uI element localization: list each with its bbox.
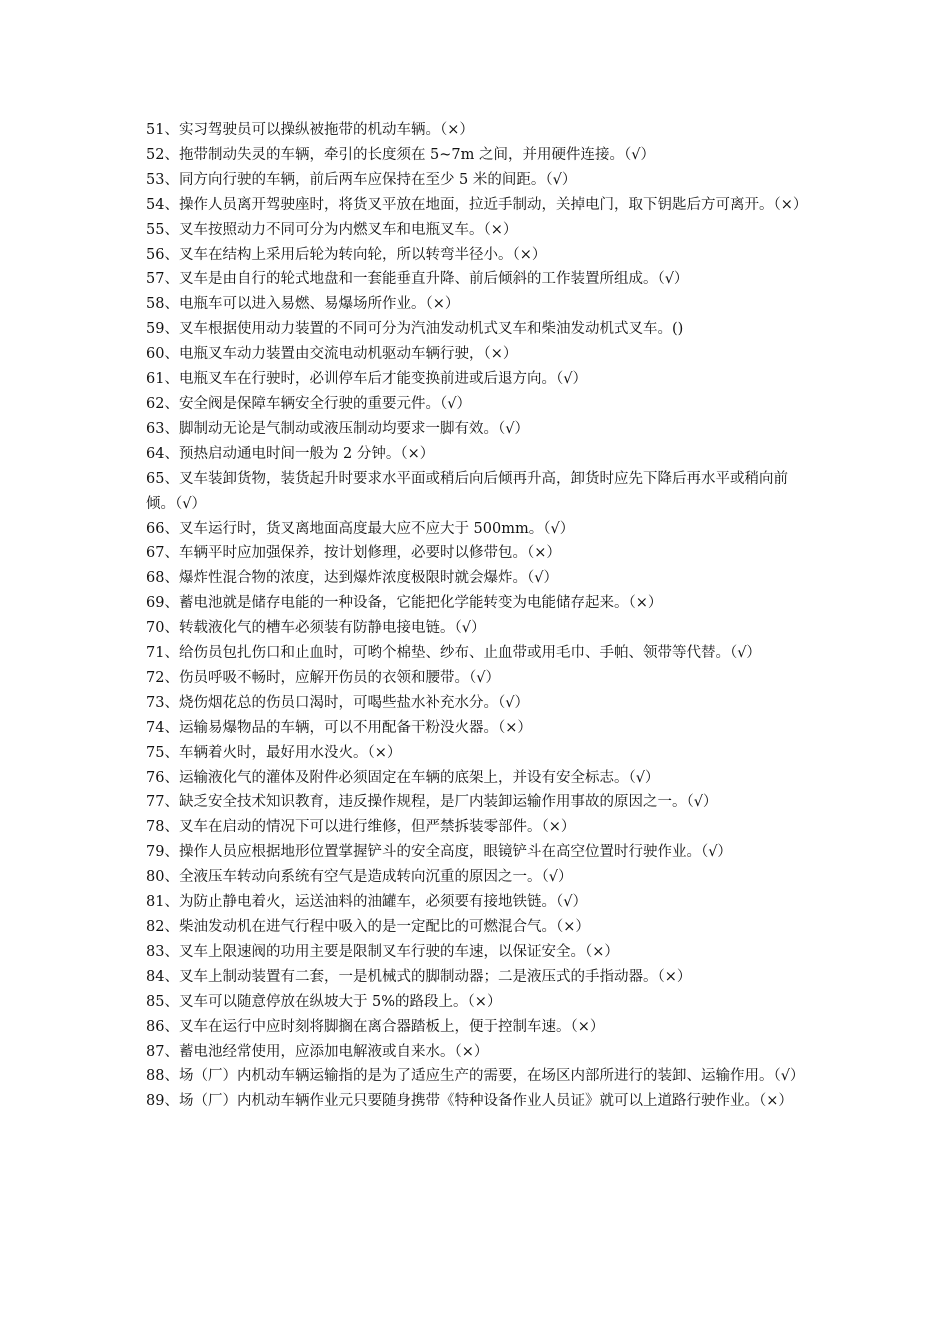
list-item: 61、电瓶叉车在行驶时，必训停车后才能变换前进或后退方向。（√） <box>146 371 587 388</box>
list-item: 56、叉车在结构上采用后轮为转向轮，所以转弯半径小。（×） <box>146 246 547 263</box>
list-item: 81、为防止静电着火，运送油料的油罐车，必须要有接地铁链。（√） <box>146 894 587 911</box>
list-item: 65、叉车装卸货物，装货起升时要求水平面或稍后向后倾再升高，卸货时应先下降后再水平或稍向前倾。（√） <box>146 470 788 512</box>
list-item: 86、叉车在运行中应时刻将脚搁在离合器踏板上，便于控制车速。（×） <box>146 1018 605 1035</box>
list-item: 76、运输液化气的灌体及附件必须固定在车辆的底架上，并设有安全标志。（√） <box>146 769 660 786</box>
list-item: 83、叉车上限速阀的功用主要是限制叉车行驶的车速，以保证安全。（×） <box>146 943 619 960</box>
list-item: 55、叉车按照动力不同可分为内燃叉车和电瓶叉车。（×） <box>146 221 518 238</box>
list-item: 78、叉车在启动的情况下可以进行维修，但严禁拆装零部件。（×） <box>146 819 576 836</box>
list-item: 54、操作人员离开驾驶座时，将货叉平放在地面，拉近手制动，关掉电门，取下钥匙后方可离开。（×） <box>146 196 808 213</box>
list-item: 75、车辆着火时，最好用水没火。（×） <box>146 744 402 761</box>
list-item: 51、实习驾驶员可以操纵被拖带的机动车辆。（×） <box>146 122 474 138</box>
list-item: 80、全液压车转动向系统有空气是造成转向沉重的原因之一。（√） <box>146 869 573 886</box>
list-item: 88、场（厂）内机动车辆运输指的是为了适应生产的需要，在场区内部所进行的装卸、运输作用。（√） <box>146 1068 805 1085</box>
list-item: 64、预热启动通电时间一般为 2 分钟。（×） <box>146 445 435 462</box>
list-item: 60、电瓶叉车动力装置由交流电动机驱动车辆行驶，（×） <box>146 346 518 363</box>
list-item: 77、缺乏安全技术知识教育，违反操作规程，是厂内装卸运输作用事故的原因之一。（√） <box>146 794 718 811</box>
list-item: 82、柴油发动机在进气行程中吸入的是一定配比的可燃混合气。（×） <box>146 919 590 935</box>
list-item: 73、烧伤烟花总的伤员口渴时，可喝些盐水补充水分。（√） <box>146 694 529 711</box>
list-item: 71、给伤员包扎伤口和止血时，可哟个棉垫、纱布、止血带或用毛巾、手帕、领带等代替。（√） <box>146 645 761 662</box>
list-item: 57、叉车是由自行的轮式地盘和一套能垂直升降、前后倾斜的工作装置所组成。（√） <box>146 271 689 288</box>
list-item: 68、爆炸性混合物的浓度，达到爆炸浓度极限时就会爆炸。（√） <box>146 570 558 587</box>
list-item: 69、蓄电池就是储存电能的一种设备，它能把化学能转变为电能储存起来。（×） <box>146 595 663 612</box>
list-item: 79、操作人员应根据地形位置掌握铲斗的安全高度，眼镜铲斗在高空位置时行驶作业。（√） <box>146 844 732 861</box>
list-item: 84、叉车上制动装置有二套，一是机械式的脚制动器；二是液压式的手指动器。（×） <box>146 968 692 985</box>
list-item: 62、安全阀是保障车辆安全行驶的重要元件。（√） <box>146 395 471 412</box>
list-item: 63、脚制动无论是气制动或液压制动均要求一脚有效。（√） <box>146 420 529 437</box>
list-item: 66、叉车运行时，货叉离地面高度最大应不应大于 500mm。（√） <box>146 520 575 537</box>
list-item: 74、运输易爆物品的车辆，可以不用配备干粉没火器。（×） <box>146 719 532 736</box>
list-item: 58、电瓶车可以进入易燃、易爆场所作业。（×） <box>146 296 460 313</box>
question-list <box>146 118 810 1114</box>
list-item: 87、蓄电池经常使用，应添加电解液或自来水。（×） <box>146 1043 489 1060</box>
list-item: 70、转载液化气的槽车必须装有防静电接电链。（√） <box>146 620 486 637</box>
list-item: 67、车辆平时应加强保养，按计划修理，必要时以修带包。（×） <box>146 545 561 562</box>
list-item: 85、叉车可以随意停放在纵坡大于 5%的路段上。（×） <box>146 993 502 1010</box>
list-item: 72、伤员呼吸不畅时，应解开伤员的衣领和腰带。（√） <box>146 669 500 686</box>
list-item: 52、拖带制动失灵的车辆，牵引的长度须在 5~7m 之间，并用硬件连接。（√） <box>146 146 656 163</box>
list-item: 89、场（厂）内机动车辆作业元只要随身携带《特种设备作业人员证》就可以上道路行驶作业。（×） <box>146 1093 793 1110</box>
list-item: 59、叉车根据使用动力装置的不同可分为汽油发动机式叉车和柴油发动机式叉车。() <box>146 321 684 338</box>
list-item: 53、同方向行驶的车辆，前后两车应保持在至少 5 米的间距。（√） <box>146 171 577 188</box>
